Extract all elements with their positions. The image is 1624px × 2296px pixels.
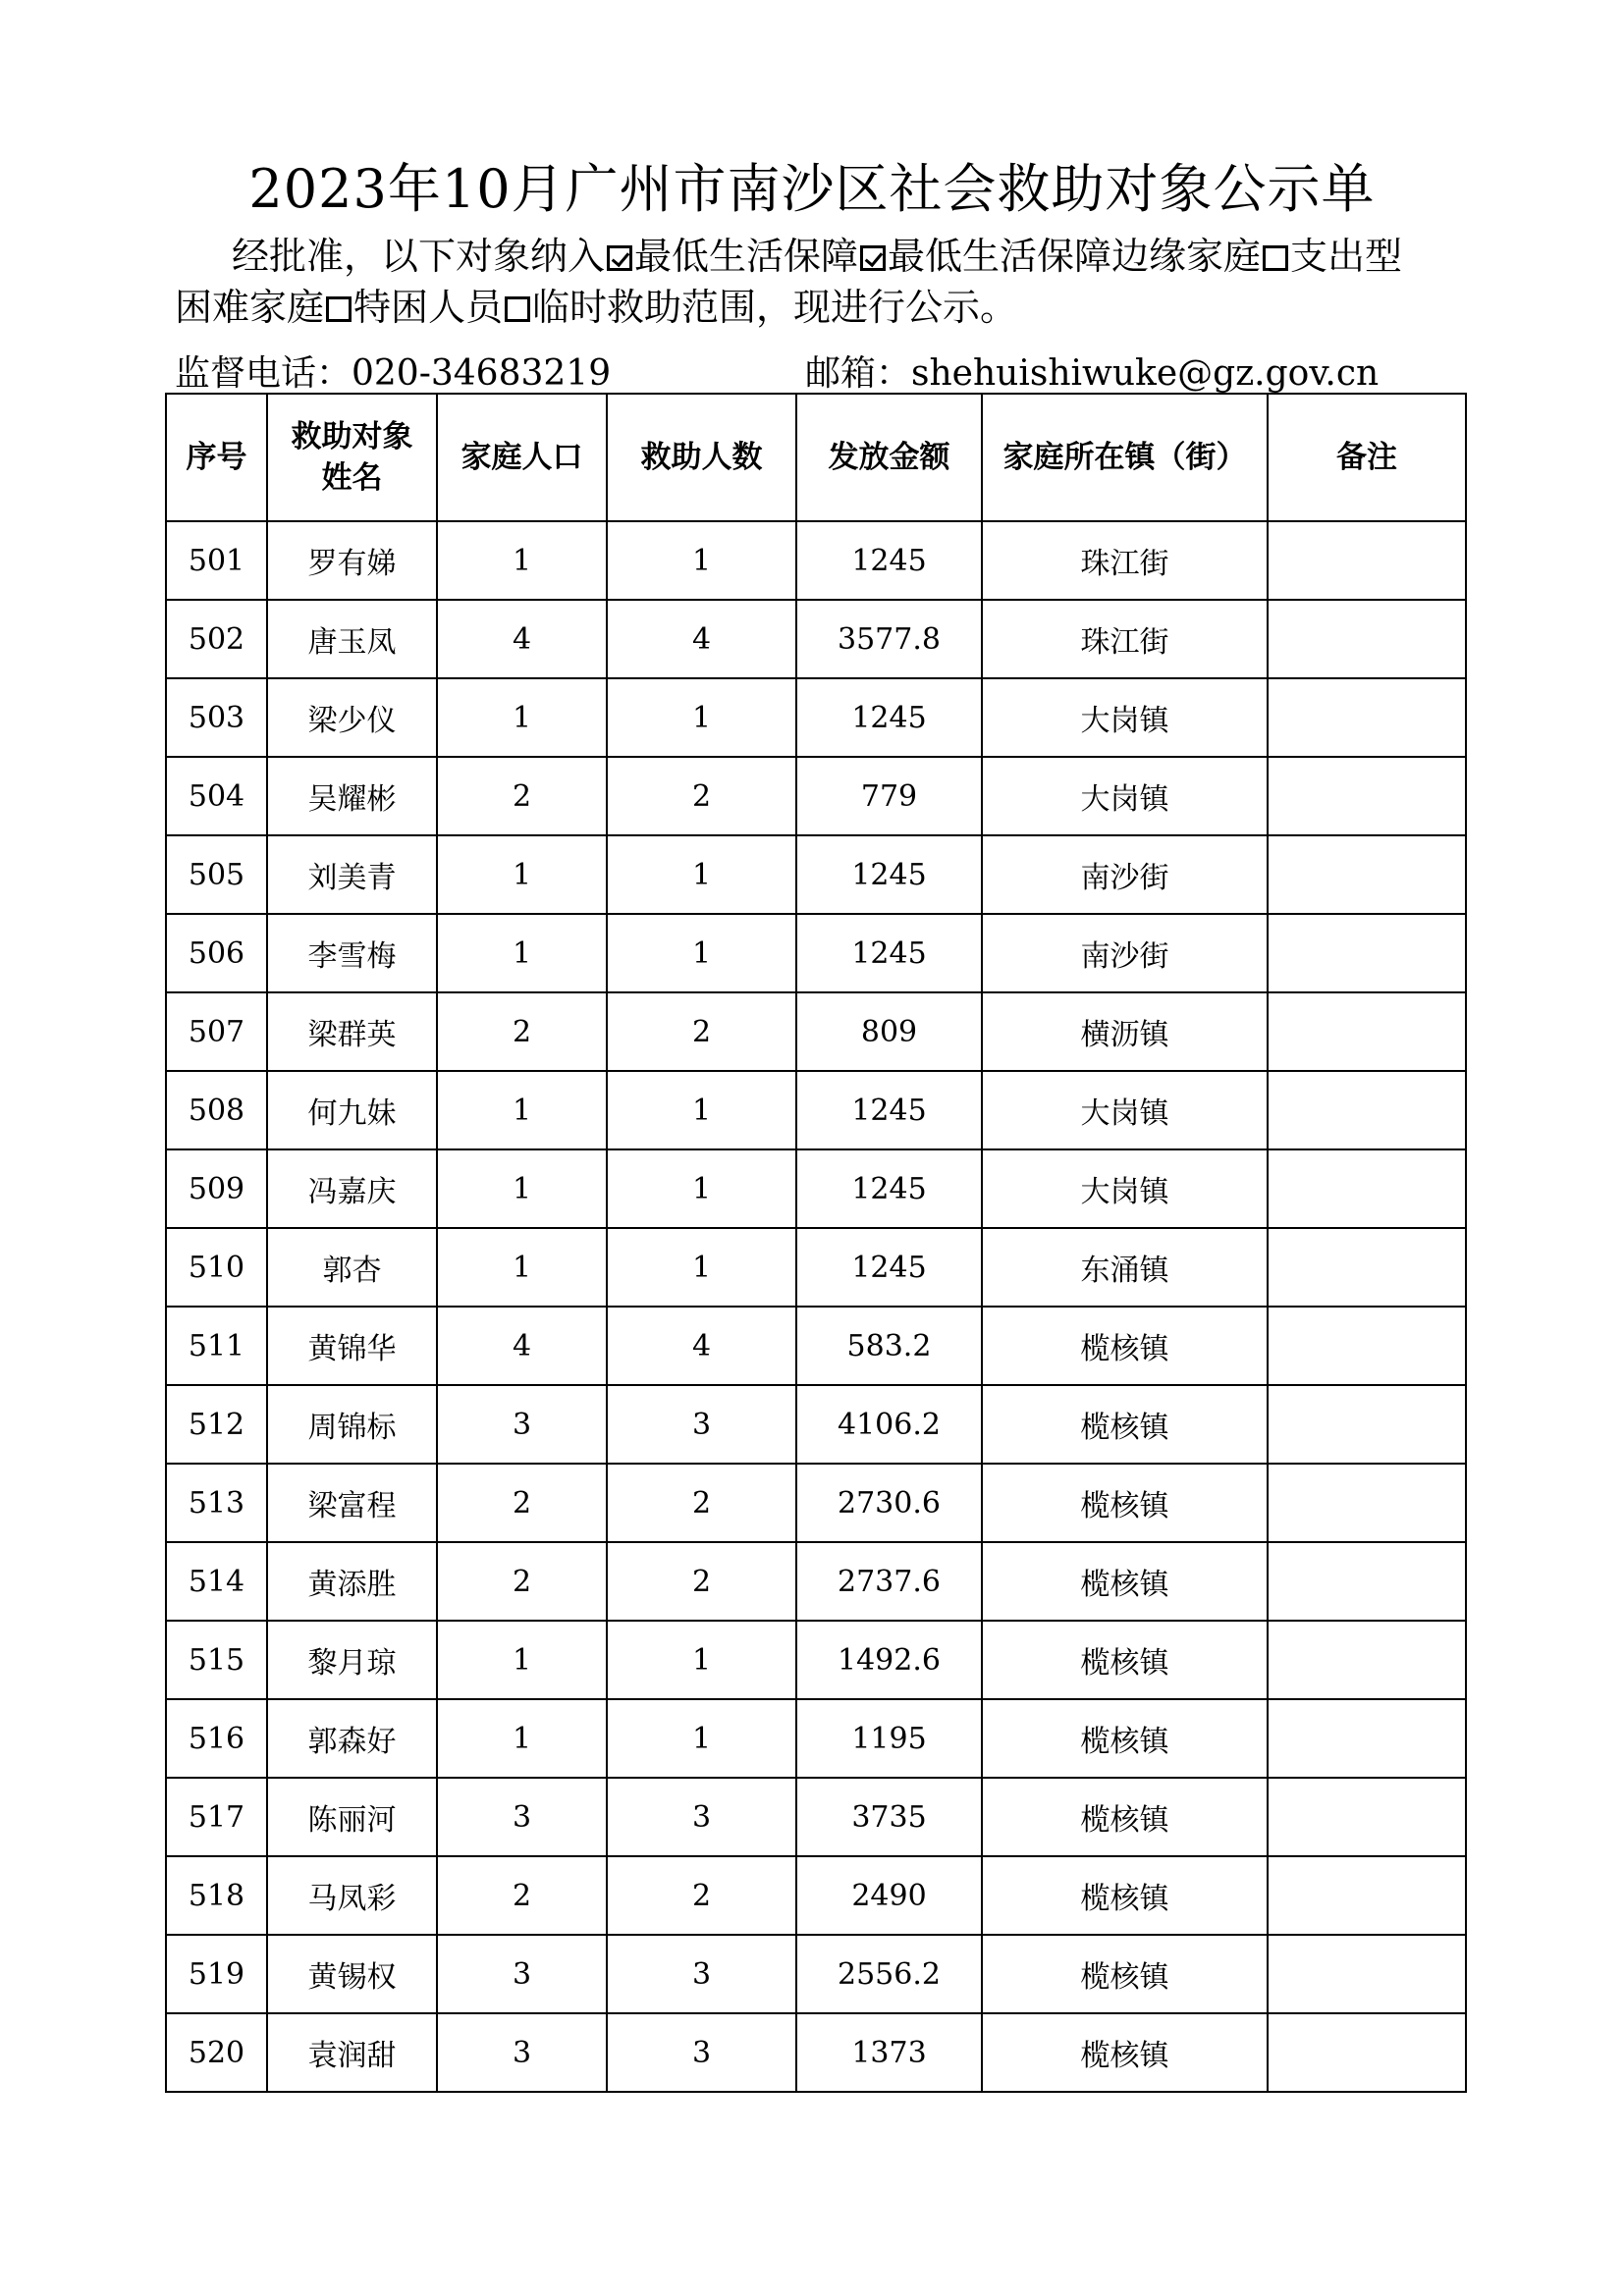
cell-seq: 520 xyxy=(166,2013,267,2092)
cell-family-size: 1 xyxy=(437,1621,607,1699)
header-aided-count: 救助人数 xyxy=(607,394,796,521)
table-row xyxy=(166,1856,1466,1935)
header-family-size: 家庭人口 xyxy=(437,394,607,521)
cell-name: 唐玉凤 xyxy=(267,600,437,678)
cell-family-size: 2 xyxy=(437,1464,607,1542)
cell-family-size: 3 xyxy=(437,2013,607,2092)
cell-name: 李雪梅 xyxy=(267,914,437,992)
cell-family-size: 2 xyxy=(437,1856,607,1935)
cell-aided-count: 3 xyxy=(607,2013,796,2092)
supervision-phone: 监督电话：020-34683219 xyxy=(175,353,612,394)
cell-town: 南沙街 xyxy=(982,914,1268,992)
cell-amount: 1245 xyxy=(796,1149,982,1228)
cell-note xyxy=(1268,1228,1466,1307)
cell-note xyxy=(1268,1699,1466,1778)
header-name-line1: 救助对象 xyxy=(291,419,413,454)
cell-note xyxy=(1268,1149,1466,1228)
cell-amount: 3577.8 xyxy=(796,600,982,678)
table-row xyxy=(166,1385,1466,1464)
cell-name: 郭杏 xyxy=(267,1228,437,1307)
table-row xyxy=(166,1621,1466,1699)
cell-aided-count: 2 xyxy=(607,1464,796,1542)
cell-seq: 508 xyxy=(166,1071,267,1149)
cell-name: 马凤彩 xyxy=(267,1856,437,1935)
cell-seq: 512 xyxy=(166,1385,267,1464)
checkbox-icon xyxy=(326,296,352,322)
cell-aided-count: 2 xyxy=(607,1856,796,1935)
header-town: 家庭所在镇（街） xyxy=(982,394,1268,521)
table-row xyxy=(166,914,1466,992)
table-row xyxy=(166,1464,1466,1542)
page-title: 2023年10月广州市南沙区社会救助对象公示单 xyxy=(248,158,1376,220)
cell-town: 榄核镇 xyxy=(982,1307,1268,1385)
option-destitute: 特困人员 xyxy=(353,286,504,329)
table-row xyxy=(166,1778,1466,1856)
cell-aided-count: 3 xyxy=(607,1778,796,1856)
cell-family-size: 1 xyxy=(437,1071,607,1149)
cell-note xyxy=(1268,600,1466,678)
cell-amount: 1195 xyxy=(796,1699,982,1778)
cell-name: 梁群英 xyxy=(267,992,437,1071)
cell-name: 梁富程 xyxy=(267,1464,437,1542)
cell-name: 黄锦华 xyxy=(267,1307,437,1385)
cell-seq: 507 xyxy=(166,992,267,1071)
cell-town: 榄核镇 xyxy=(982,1778,1268,1856)
table-row xyxy=(166,992,1466,1071)
cell-amount: 1492.6 xyxy=(796,1621,982,1699)
cell-town: 榄核镇 xyxy=(982,1699,1268,1778)
cell-town: 榄核镇 xyxy=(982,1385,1268,1464)
cell-note xyxy=(1268,992,1466,1071)
intro-line-1 xyxy=(175,231,1481,282)
checkbox-icon xyxy=(860,245,886,271)
table-row xyxy=(166,521,1466,600)
header-amount: 发放金额 xyxy=(796,394,982,521)
cell-aided-count: 1 xyxy=(607,1621,796,1699)
cell-name: 郭森好 xyxy=(267,1699,437,1778)
cell-amount: 2556.2 xyxy=(796,1935,982,2013)
cell-town: 榄核镇 xyxy=(982,1856,1268,1935)
cell-seq: 509 xyxy=(166,1149,267,1228)
cell-aided-count: 4 xyxy=(607,600,796,678)
checkbox-icon xyxy=(505,296,530,322)
cell-note xyxy=(1268,1385,1466,1464)
cell-name: 冯嘉庆 xyxy=(267,1149,437,1228)
cell-seq: 514 xyxy=(166,1542,267,1621)
cell-aided-count: 1 xyxy=(607,1071,796,1149)
cell-note xyxy=(1268,1071,1466,1149)
contact-email: 邮箱：shehuishiwuke@gz.gov.cn xyxy=(805,353,1380,394)
cell-town: 大岗镇 xyxy=(982,1149,1268,1228)
header-name-line2: 姓名 xyxy=(321,460,383,496)
cell-amount: 1245 xyxy=(796,1071,982,1149)
cell-amount: 4106.2 xyxy=(796,1385,982,1464)
cell-note xyxy=(1268,914,1466,992)
cell-seq: 517 xyxy=(166,1778,267,1856)
cell-amount: 2730.6 xyxy=(796,1464,982,1542)
cell-town: 东涌镇 xyxy=(982,1228,1268,1307)
cell-family-size: 3 xyxy=(437,1935,607,2013)
header-name xyxy=(267,394,437,521)
cell-town: 榄核镇 xyxy=(982,2013,1268,2092)
cell-note xyxy=(1268,1542,1466,1621)
cell-town: 南沙街 xyxy=(982,835,1268,914)
cell-seq: 516 xyxy=(166,1699,267,1778)
table-row xyxy=(166,1699,1466,1778)
cell-town: 珠江街 xyxy=(982,600,1268,678)
cell-seq: 511 xyxy=(166,1307,267,1385)
cell-family-size: 1 xyxy=(437,1228,607,1307)
cell-amount: 2490 xyxy=(796,1856,982,1935)
cell-name: 梁少仪 xyxy=(267,678,437,757)
cell-name: 黄添胜 xyxy=(267,1542,437,1621)
cell-name: 罗有娣 xyxy=(267,521,437,600)
cell-aided-count: 1 xyxy=(607,521,796,600)
cell-seq: 518 xyxy=(166,1856,267,1935)
cell-name: 袁润甜 xyxy=(267,2013,437,2092)
cell-family-size: 3 xyxy=(437,1385,607,1464)
cell-town: 大岗镇 xyxy=(982,678,1268,757)
cell-seq: 504 xyxy=(166,757,267,835)
cell-amount: 1373 xyxy=(796,2013,982,2092)
table-row xyxy=(166,678,1466,757)
cell-aided-count: 3 xyxy=(607,1935,796,2013)
cell-amount: 2737.6 xyxy=(796,1542,982,1621)
table-row xyxy=(166,1149,1466,1228)
cell-seq: 513 xyxy=(166,1464,267,1542)
cell-family-size: 2 xyxy=(437,1542,607,1621)
cell-aided-count: 4 xyxy=(607,1307,796,1385)
table-row xyxy=(166,1307,1466,1385)
cell-seq: 515 xyxy=(166,1621,267,1699)
cell-note xyxy=(1268,521,1466,600)
cell-seq: 519 xyxy=(166,1935,267,2013)
cell-family-size: 1 xyxy=(437,914,607,992)
cell-family-size: 3 xyxy=(437,1778,607,1856)
checkbox-icon xyxy=(1263,245,1288,271)
cell-family-size: 1 xyxy=(437,678,607,757)
cell-note xyxy=(1268,1464,1466,1542)
cell-name: 何九妹 xyxy=(267,1071,437,1149)
header-note: 备注 xyxy=(1268,394,1466,521)
cell-town: 榄核镇 xyxy=(982,1621,1268,1699)
intro-line-2 xyxy=(175,282,1481,333)
cell-name: 陈丽河 xyxy=(267,1778,437,1856)
intro-prefix: 经批准，以下对象纳入 xyxy=(232,235,606,278)
cell-amount: 1245 xyxy=(796,1228,982,1307)
cell-aided-count: 1 xyxy=(607,914,796,992)
cell-note xyxy=(1268,678,1466,757)
table-row xyxy=(166,1071,1466,1149)
cell-note xyxy=(1268,1935,1466,2013)
cell-name: 黎月琼 xyxy=(267,1621,437,1699)
intro-paragraph xyxy=(175,231,1481,333)
cell-family-size: 1 xyxy=(437,1149,607,1228)
table-row xyxy=(166,600,1466,678)
option-expenditure-part2: 困难家庭 xyxy=(175,286,325,329)
cell-family-size: 1 xyxy=(437,1699,607,1778)
cell-amount: 1245 xyxy=(796,521,982,600)
option-min-living: 最低生活保障 xyxy=(634,235,859,278)
cell-aided-count: 1 xyxy=(607,1228,796,1307)
cell-town: 大岗镇 xyxy=(982,1071,1268,1149)
aid-recipient-table xyxy=(165,393,1467,2093)
cell-amount: 583.2 xyxy=(796,1307,982,1385)
cell-seq: 506 xyxy=(166,914,267,992)
cell-note xyxy=(1268,1856,1466,1935)
cell-name: 周锦标 xyxy=(267,1385,437,1464)
cell-seq: 505 xyxy=(166,835,267,914)
cell-town: 榄核镇 xyxy=(982,1542,1268,1621)
checkbox-icon xyxy=(607,245,632,271)
cell-note xyxy=(1268,1307,1466,1385)
table-header-row xyxy=(166,394,1466,521)
table-row xyxy=(166,1542,1466,1621)
cell-town: 横沥镇 xyxy=(982,992,1268,1071)
cell-family-size: 4 xyxy=(437,1307,607,1385)
table-row xyxy=(166,1935,1466,2013)
option-expenditure-part1: 支出型 xyxy=(1290,235,1403,278)
cell-aided-count: 2 xyxy=(607,1542,796,1621)
option-temporary-aid: 临时救助范围，现进行公示。 xyxy=(532,286,1018,329)
cell-seq: 501 xyxy=(166,521,267,600)
cell-note xyxy=(1268,1621,1466,1699)
cell-name: 黄锡权 xyxy=(267,1935,437,2013)
cell-note xyxy=(1268,2013,1466,2092)
cell-aided-count: 3 xyxy=(607,1385,796,1464)
cell-amount: 1245 xyxy=(796,914,982,992)
cell-amount: 1245 xyxy=(796,835,982,914)
cell-amount: 809 xyxy=(796,992,982,1071)
cell-amount: 1245 xyxy=(796,678,982,757)
table-body xyxy=(166,521,1466,2092)
cell-aided-count: 1 xyxy=(607,1149,796,1228)
cell-aided-count: 2 xyxy=(607,757,796,835)
cell-town: 大岗镇 xyxy=(982,757,1268,835)
header-seq: 序号 xyxy=(166,394,267,521)
cell-aided-count: 1 xyxy=(607,1699,796,1778)
cell-amount: 3735 xyxy=(796,1778,982,1856)
table-row xyxy=(166,2013,1466,2092)
cell-town: 珠江街 xyxy=(982,521,1268,600)
table-row xyxy=(166,835,1466,914)
cell-family-size: 2 xyxy=(437,757,607,835)
cell-note xyxy=(1268,1778,1466,1856)
cell-aided-count: 1 xyxy=(607,678,796,757)
cell-family-size: 4 xyxy=(437,600,607,678)
cell-note xyxy=(1268,835,1466,914)
cell-seq: 510 xyxy=(166,1228,267,1307)
cell-seq: 502 xyxy=(166,600,267,678)
cell-aided-count: 1 xyxy=(607,835,796,914)
option-marginal-family: 最低生活保障边缘家庭 xyxy=(888,235,1262,278)
cell-family-size: 1 xyxy=(437,835,607,914)
cell-town: 榄核镇 xyxy=(982,1935,1268,2013)
cell-name: 刘美青 xyxy=(267,835,437,914)
cell-town: 榄核镇 xyxy=(982,1464,1268,1542)
table-row xyxy=(166,757,1466,835)
cell-name: 吴耀彬 xyxy=(267,757,437,835)
cell-family-size: 2 xyxy=(437,992,607,1071)
cell-seq: 503 xyxy=(166,678,267,757)
cell-amount: 779 xyxy=(796,757,982,835)
table-row xyxy=(166,1228,1466,1307)
cell-aided-count: 2 xyxy=(607,992,796,1071)
cell-family-size: 1 xyxy=(437,521,607,600)
cell-note xyxy=(1268,757,1466,835)
